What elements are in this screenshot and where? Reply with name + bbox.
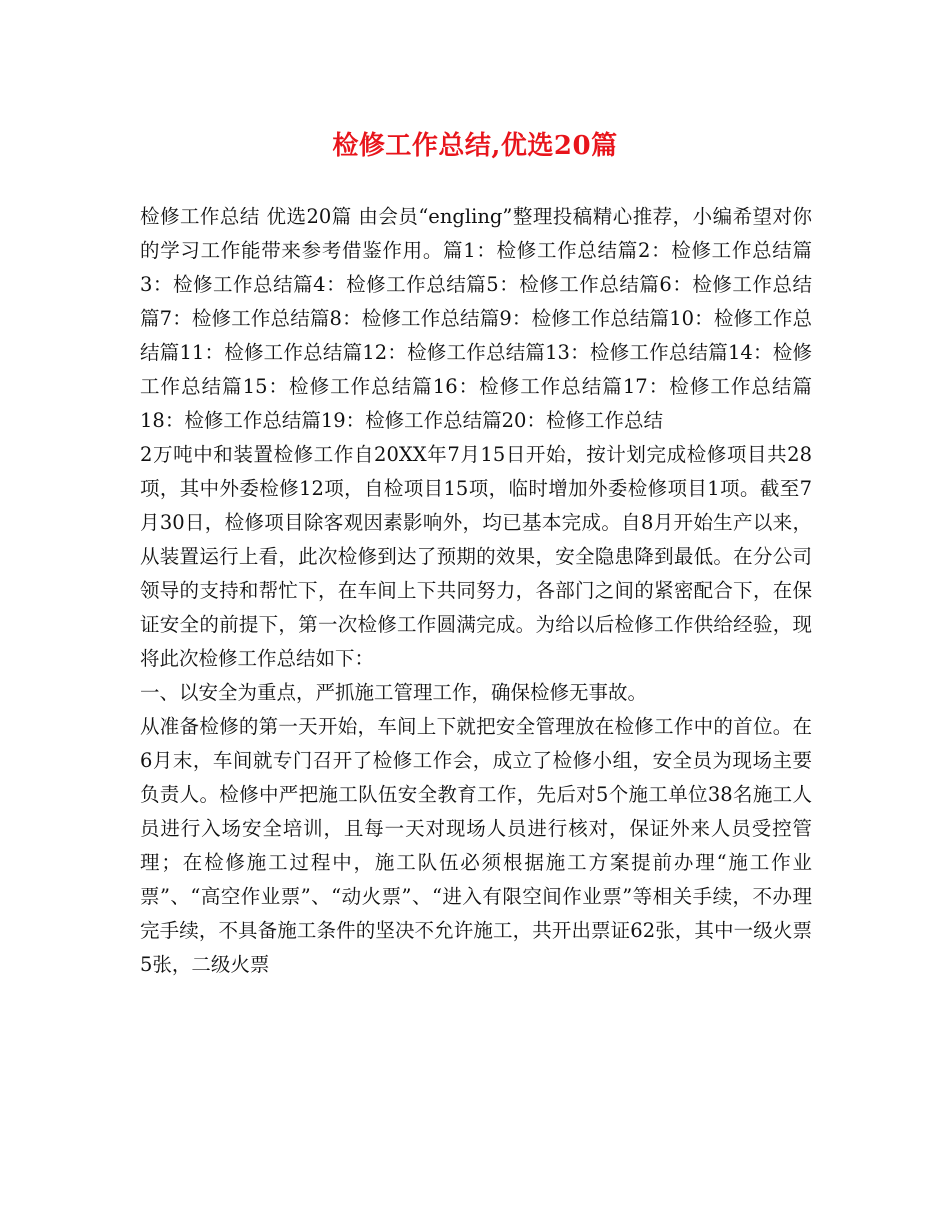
section-heading-safety: 一、以安全为重点，严抓施工管理工作，确保检修无事故。 [140,681,648,704]
document-body [140,200,812,982]
paragraph-intro: 检修工作总结 优选20篇 由会员“engling”整理投稿精心推荐，小编希望对你的学习工作能带来参考借鉴作用。篇1：检修工作总结篇2：检修工作总结篇3：检修工作总结篇4：检修工作总结篇5：检修工作总结篇6：检修工作总结篇7：检修工作总结篇8：检修工作总结篇9：检修工作总结篇10：检修工作总结篇11：检修工作总结篇12：检修工作总结篇13：检修工作总结篇14：检修工作总结篇15：检修工作总结篇16：检修工作总结篇17：检修工作总结篇18：检修工作总结篇19：检修工作总结篇20：检修工作总结 [140,205,812,432]
document-title: 检修工作总结,优选20篇 [332,131,618,161]
paragraph-safety: 从准备检修的第一天开始，车间上下就把安全管理放在检修工作中的首位。在6月末，车间就专门召开了检修工作会，成立了检修小组，安全员为现场主要负责人。检修中严把施工队伍安全教育工作，先后对5个施工单位38名施工人员进行入场安全培训，且每一天对现场人员进行核对，保证外来人员受控管理；在检修施工过程中，施工队伍必须根据施工方案提前办理“施工作业票”、“高空作业票”、“动火票”、“进入有限空间作业票”等相关手续，不办理完手续，不具备施工条件的坚决不允许施工，共开出票证62张，其中一级火票5张，二级火票 [140,715,812,976]
paragraph-overview: 2万吨中和装置检修工作自20XX年7月15日开始，按计划完成检修项目共28项，其中外委检修12项，自检项目15项，临时增加外委检修项目1项。截至7月30日，检修项目除客观因素影响外，均已基本完成。自8月开始生产以来，从装置运行上看，此次检修到达了预期的效果，安全隐患降到最低。在分公司领导的支持和帮忙下，在车间上下共同努力，各部门之间的紧密配合下，在保证安全的前提下，第一次检修工作圆满完成。为给以后检修工作供给经验，现将此次检修工作总结如下： [140,443,812,670]
